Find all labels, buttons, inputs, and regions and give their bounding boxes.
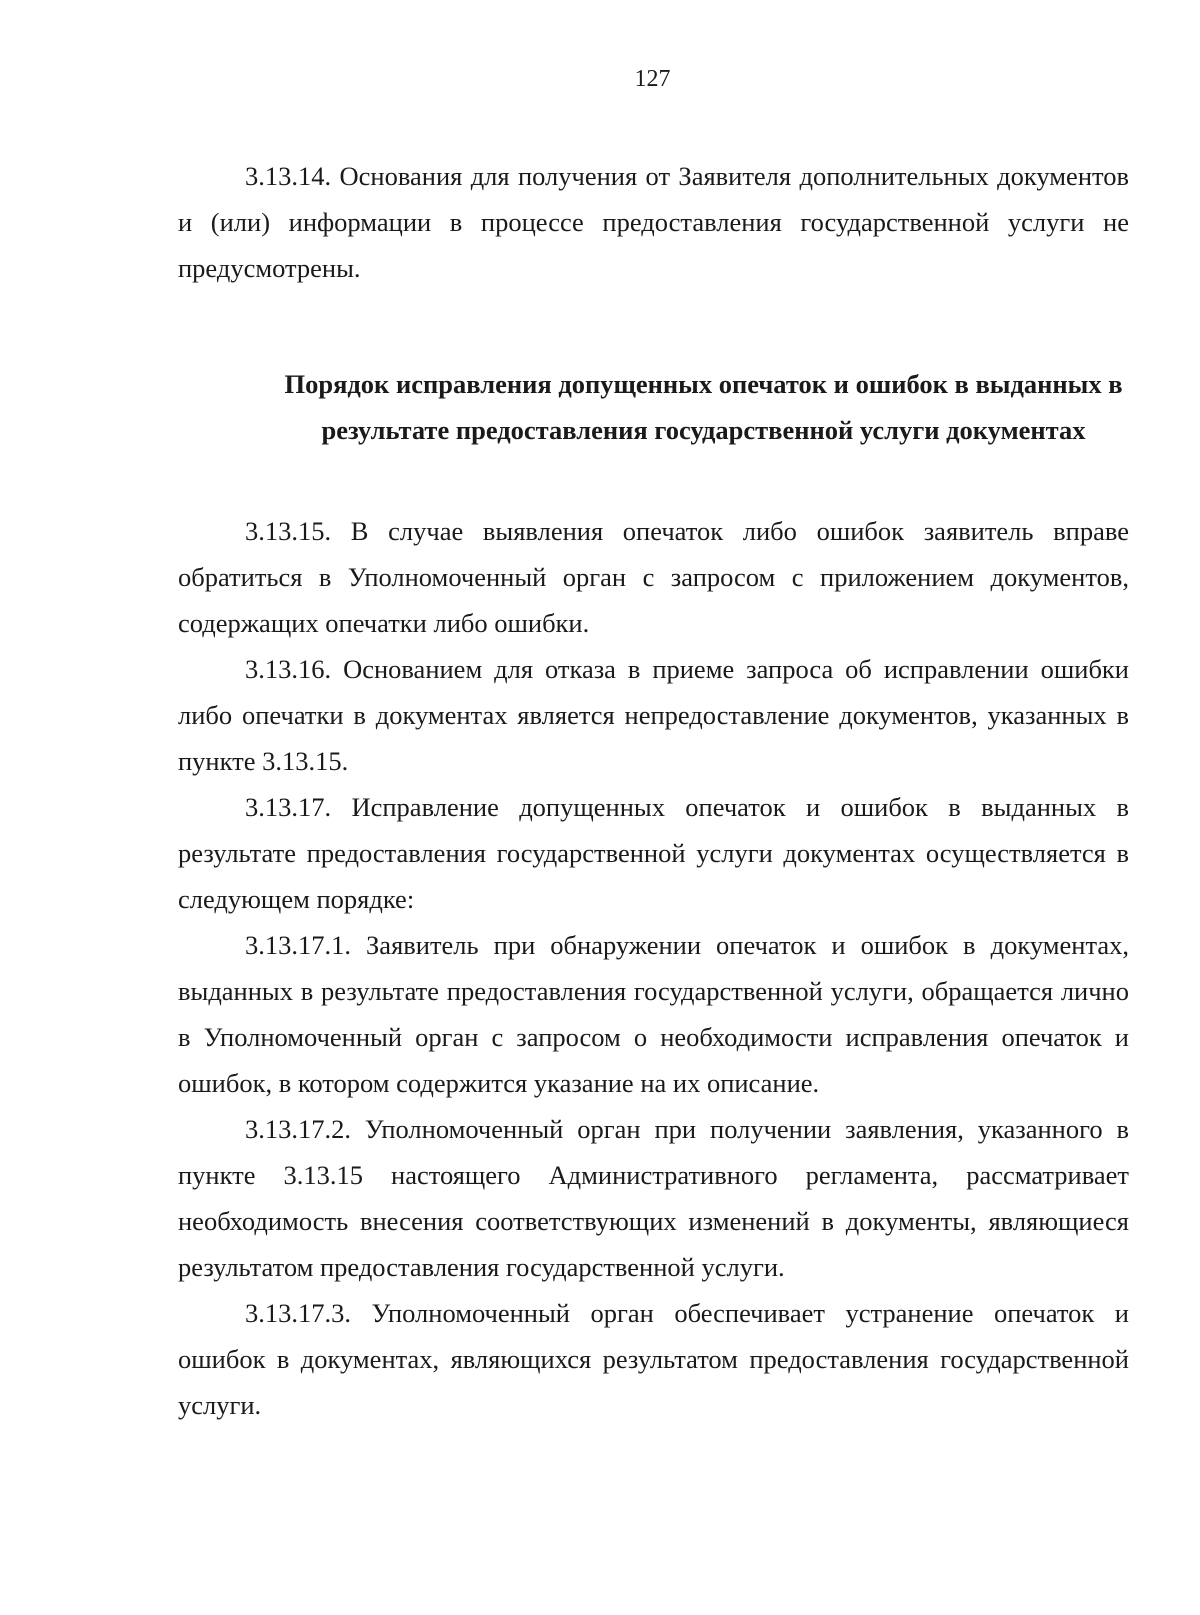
paragraph-3-13-17: 3.13.17. Исправление допущенных опечаток и ошибок в выданных в результате предоставления государственной услуги документах осуществляется в следующем порядке: <box>178 792 1129 914</box>
document-body <box>178 153 1129 1428</box>
page-number: 127 <box>634 66 671 92</box>
section-heading <box>228 361 1179 453</box>
section-heading-line-2: результате предоставления государственной услуги документах <box>321 415 1086 445</box>
section-heading-line-1: Порядок исправления допущенных опечаток и ошибок в выданных в <box>284 369 1123 399</box>
paragraph-3-13-15: 3.13.15. В случае выявления опечаток либо ошибок заявитель вправе обратиться в Уполномоченный орган с запросом с приложением документов, содержащих опечатки либо ошибки. <box>178 516 1129 638</box>
paragraph-3-13-17-2: 3.13.17.2. Уполномоченный орган при получении заявления, указанного в пункте 3.13.15 настоящего Административного регламента, рассматривает необходимость внесения соответствующих изменений в документы, являющиеся результатом предоставления государственной услуги. <box>178 1114 1129 1282</box>
paragraph-3-13-14: 3.13.14. Основания для получения от Заявителя дополнительных документов и (или) информации в процессе предоставления государственной услуги не предусмотрены. <box>178 161 1129 283</box>
paragraph-3-13-16: 3.13.16. Основанием для отказа в приеме запроса об исправлении ошибки либо опечатки в документах является непредоставление документов, указанных в пункте 3.13.15. <box>178 654 1129 776</box>
paragraph-3-13-17-1: 3.13.17.1. Заявитель при обнаружении опечаток и ошибок в документах, выданных в результате предоставления государственной услуги, обращается лично в Уполномоченный орган с запросом о необходимости исправления опечаток и ошибок, в котором содержится указание на их описание. <box>178 930 1129 1098</box>
paragraph-3-13-17-3: 3.13.17.3. Уполномоченный орган обеспечивает устранение опечаток и ошибок в документах, являющихся результатом предоставления государственной услуги. <box>178 1298 1129 1420</box>
